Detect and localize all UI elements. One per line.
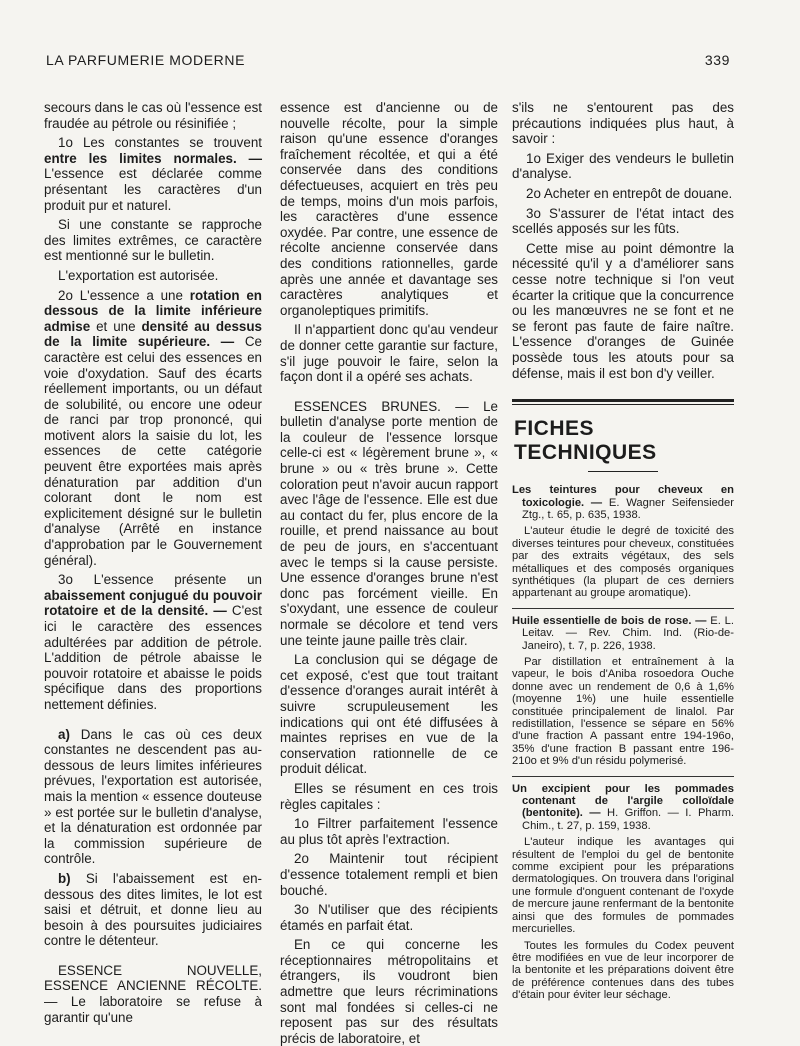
item-label: b) xyxy=(58,870,71,886)
text-run: et une xyxy=(90,318,142,334)
reference-citation: E. L. Leitav. — Rev. Chim. Ind. (Rio-de-Janeiro), t. 7, p. 226, 1938. xyxy=(522,614,734,652)
reference-heading xyxy=(512,484,734,521)
text-run: L'essence a une xyxy=(72,287,190,303)
paragraph: La conclusion qui se dégage de cet exposé, c'est que tout traitant d'essence d'oranges aurait intérêt à suivre scrupuleusement les indications qui ont été diffusées à maintes reprises en vue de la conservation rationnelle de ce produit délicat. xyxy=(280,652,498,777)
reference-body: L'auteur indique les avantages qui résultent de l'emploi du gel de bentonite comme excipient pour les préparations dermatologiques. On trouvera dans l'original une formule d'onguent contenant de l'oxyde de mercure jaune renfermant de la bentonite ainsi que des formules de pommades mercurielles. xyxy=(512,836,734,936)
paragraph: s'ils ne s'entourent pas des précautions indiquées plus haut, à savoir : xyxy=(512,100,734,147)
reference-entry xyxy=(512,615,734,768)
reference-body: Par distillation et entraînement à la vapeur, le bois d'Aniba rosoedora Ouche donne avec un rendement de 0,6 à 1,6% (moyenne 1%) une huile essentielle constituée principalement de linalol. Par redistillation, l'essence se sépare en 56% d'une fraction A passant entre 194-196o, 35% d'une fraction B passant entre 196-210o et 9% d'un résidu polymerisé. xyxy=(512,655,734,768)
paragraph xyxy=(44,572,262,712)
reference-heading xyxy=(512,783,734,833)
reference-title: Les teintures pour cheveux en toxicologie. — xyxy=(512,484,734,509)
paragraph: En ce qui concerne les réceptionnaires métropolitains et étrangers, ils voudront bien admettre que leurs récriminations sont mal fondées si celles-ci ne reposent pas sur des résultats précis de laboratoire, et xyxy=(280,937,498,1046)
bold-run: rotation en dessous de la limite inférieure admise xyxy=(44,287,262,334)
item-number: 2o xyxy=(58,287,73,303)
section-divider-thick xyxy=(512,399,734,402)
text-run: L'essence présente un xyxy=(72,572,262,588)
paragraph: ESSENCE NOUVELLE, ESSENCE ANCIENNE RÉCOLTE. — Le laboratoire se refuse à garantir qu'une xyxy=(44,962,262,1025)
section-title: FICHES TECHNIQUES xyxy=(514,417,657,465)
reference-entry xyxy=(512,484,734,600)
bold-run: entre les limites normales. — xyxy=(44,150,262,166)
paragraph: Elles se résument en ces trois règles capitales : xyxy=(280,780,498,812)
bold-run: densité au dessus de la limite supérieure. — xyxy=(44,318,262,350)
running-header xyxy=(46,52,730,68)
reference-divider xyxy=(512,608,734,609)
paragraph xyxy=(44,727,262,867)
reference-title: Huile essentielle de bois de rose. — xyxy=(512,614,707,627)
reference-body: L'auteur étudie le degré de toxicité des diverses teintures pour cheveux, constituées par des extraits végétaux, des sels métalliques et des composés organiques synthétiques (la plupart de ces derniers appartenant au groupe aromatique). xyxy=(512,525,734,600)
text-run: L'essence est déclarée comme présentant les caractères d'un produit pur et naturel. xyxy=(44,166,262,213)
column-1 xyxy=(44,100,262,1025)
reference-divider xyxy=(512,776,734,777)
paragraph xyxy=(44,871,262,949)
paragraph: essence est d'ancienne ou de nouvelle récolte, pour la simple raison qu'une essence d'oranges fraîchement récoltée, et qui a été conservée dans des conditions défectueuses, acquiert en très peu de temps, moins d'un mois parfois, les caractères d'une essence oxydée. Par contre, une essence de récolte ancienne conservée dans des conditions rationnelles, garde après une année et davantage ses caractères analytiques et organoleptiques primitifs. xyxy=(280,100,498,318)
section-divider-thin xyxy=(512,404,734,405)
reference-heading xyxy=(512,615,734,652)
paragraph: Si une constante se rapproche des limites extrêmes, ce caractère est mentionné sur le bulletin. xyxy=(44,217,262,264)
column-2 xyxy=(280,100,498,1046)
text-run: Dans le cas où ces deux constantes ne descendent pas au-dessous de leurs limites inférieures prévues, l'exportation est autorisée, mais la mention « essence douteuse » est portée sur le bulletin d'analyse, et la dénaturation est ordonnée par la commission supérieure de contrôle. xyxy=(44,726,262,867)
paragraph xyxy=(44,135,262,213)
paragraph: 2o Acheter en entrepôt de douane. xyxy=(526,185,733,201)
paragraph: Il n'appartient donc qu'au vendeur de donner cette garantie sur facture, s'il juge pouvoir le faire, selon la façon dont il a opéré ses achats. xyxy=(280,322,498,385)
journal-title: LA PARFUMERIE MODERNE xyxy=(46,52,246,68)
paragraph: Cette mise au point démontre la nécessité qu'il y a d'améliorer sans cesse notre technique si l'on veut écarter la critique que la concurrence ou les manœuvres ne se font et ne se feront pas faute de faire naître. L'essence d'oranges de Guinée possède tous les atouts pour sa défense, mais il est bon d'y veiller. xyxy=(512,240,734,381)
paragraph: ESSENCES BRUNES. — Le bulletin d'analyse porte mention de la couleur de l'essence lorsque celle-ci est « légèrement brune », « brune » ou « très brune ». Cette coloration peut n'avoir aucun rapport avec l'âge de l'essence. Elle est due au contact du fer, plus encore de la rouille, et prend naissance au bout de peu de jours, en s'accentuant avec le temps si la cause persiste. Une essence d'oranges brune n'est donc pas forcément vieille. En s'oxydant, une essence de couleur normale se décolore et tend vers une teinte jaune paille très clair. xyxy=(280,398,498,648)
item-number: 3o xyxy=(58,572,73,588)
paragraph xyxy=(44,288,262,569)
reference-citation: E. Wagner Seifensieder Ztg., t. 65, p. 635, 1938. xyxy=(522,496,734,521)
text-run: Si l'abaissement est en-dessous des dites limites, le lot est saisi et détruit, et donne lieu au besoin à des poursuites judiciaires contre le détenteur. xyxy=(44,870,262,949)
title-underline xyxy=(588,471,658,472)
item-number: 1o xyxy=(58,135,73,151)
paragraph: secours dans le cas où l'essence est fraudée au pétrole ou résinifiée ; xyxy=(44,100,262,131)
paragraph: 3o S'assurer de l'état intact des scellés apposés sur les fûts. xyxy=(512,205,734,237)
paragraph: 2o Maintenir tout récipient d'essence totalement rempli et bien bouché. xyxy=(280,851,498,898)
item-label: a) xyxy=(58,726,70,742)
column-3 xyxy=(512,100,734,1002)
reference-entry xyxy=(512,783,734,1002)
text-run: Ce caractère est celui des essences en voie d'oxydation. Sauf des écarts réellement importants, ou un défaut de solubilité, ou encore une odeur de ranci par trop prononcé, qui motivent alors la saisie du lot, les essences de cette catégorie peuvent être exportées mais après dénaturation par addition d'un colorant dont le nom est explicitement désigné sur le bulletin d'analyse (Arrêté en instance d'approbation par le Gouvernement général). xyxy=(44,334,262,568)
bold-run: abaissement conjugué du pouvoir rotatoire et de la densité. — xyxy=(44,587,262,619)
reference-title: Un excipient pour les pommades contenant de l'argile colloïdale (bentonite). — xyxy=(512,782,734,820)
text-run: C'est ici le caractère des essences adultérées par addition de pétrole. L'addition de pétrole abaisse le pouvoir rotatoire et abaisse le poids spécifique dans des proportions nettement définies. xyxy=(44,603,263,712)
reference-citation: H. Griffon. — I. Pharm. Chim., t. 27, p. 159, 1938. xyxy=(522,807,735,832)
paragraph: L'exportation est autorisée. xyxy=(58,267,219,283)
page-number: 339 xyxy=(704,52,730,68)
paragraph: 1o Exiger des vendeurs le bulletin d'analyse. xyxy=(512,150,734,182)
text-run: Les constantes se trouvent xyxy=(72,135,262,151)
paragraph: 3o N'utiliser que des récipients étamés en parfait état. xyxy=(280,902,498,933)
paragraph: 1o Filtrer parfaitement l'essence au plus tôt après l'extraction. xyxy=(280,816,498,847)
reference-body: Toutes les formules du Codex peuvent être modifiées en vue de leur incorporer de la bentonite et les préparations doivent être de préférence contenues dans des tubes d'étain pour éviter leur séchage. xyxy=(512,939,734,1002)
